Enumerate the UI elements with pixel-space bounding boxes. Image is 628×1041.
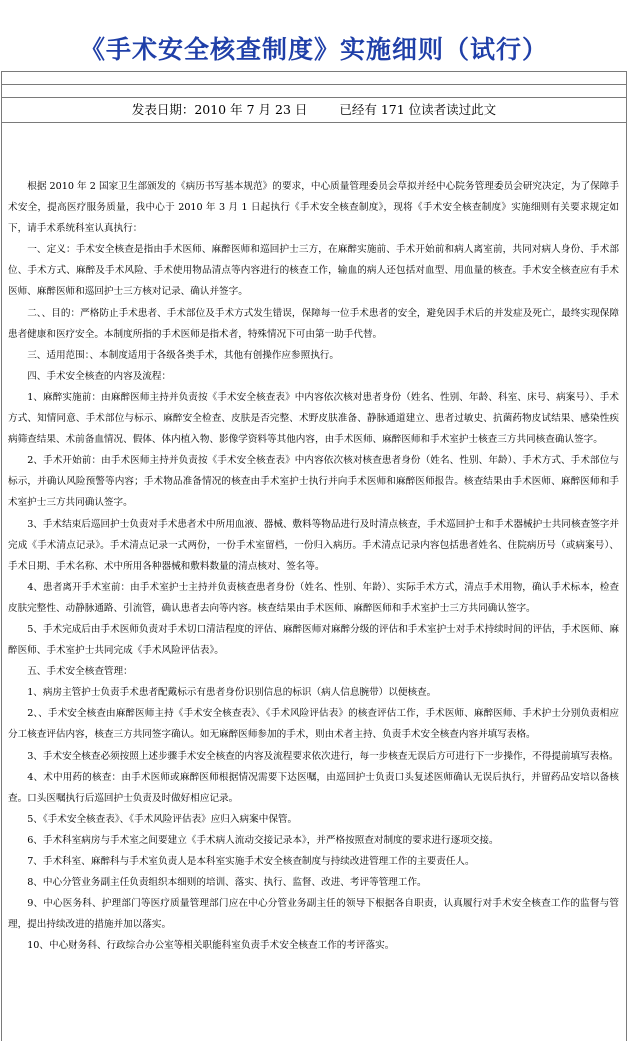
paragraph: 5、手术完成后由手术医师负责对手术切口清洁程度的评估、麻醉医师对麻醉分级的评估和手术室护士对手术持续时间的评估，手术医师、麻醉医师、手术室护士共同完成《手术风险评估表》。 bbox=[8, 623, 619, 657]
paragraph: 三、适用范围：、本制度适用于各级各类手术，其他有创操作应参照执行。 bbox=[27, 349, 339, 361]
divider-line bbox=[1, 84, 627, 85]
article-meta bbox=[0, 100, 628, 118]
document-title: 《手术安全核查制度》实施细则（试行） bbox=[79, 35, 548, 64]
table-border-left bbox=[1, 71, 2, 1041]
paragraph: 7、手术科室、麻醉科与手术室负责人是本科室实施手术安全核查制度与持续改进管理工作的主要责任人。 bbox=[27, 856, 475, 867]
paragraph: 2、手术开始前：由手术医师主持并负责按《手术安全核查表》中内容依次核对核查患者身份（姓名、性别、年龄）、手术方式、手术部位与标示，并确认风险预警等内容；手术物品准备情况的核查由手术室护士执行并向手术医师和麻醉医师报告。核查结果由手术医师、麻醉医师和手术室护士三方共同确认签字。 bbox=[8, 455, 619, 509]
paragraph: 5、《手术安全核查表》、《手术风险评估表》应归入病案中保管。 bbox=[27, 813, 298, 825]
paragraph: 4、术中用药的核查：由手术医师或麻醉医师根据情况需要下达医嘱，由巡回护士负责口头复述医师确认无误后执行，并留药品安培以备核查。口头医嘱执行后巡回护士负责及时做好相应记录。 bbox=[8, 771, 619, 804]
paragraph: 根据 2010 年 2 国家卫生部颁发的《病历书写基本规范》的要求，中心质量管理委员会草拟并经中心院务管理委员会研究决定，为了保障手术安全，提高医疗服务质量，我中心于 2010 年 3 月 1 日起执行《手术安全核查制度》，现将《手术安全核查制度》实施细则有关要求规定如下，请手术系统科室认真执行： bbox=[8, 181, 619, 235]
paragraph: 6、手术科室病房与手术室之间要建立《手术病人流动交接记录本》，并严格按照查对制度的要求进行逐项交接。 bbox=[27, 834, 499, 846]
paragraph: 4、患者离开手术室前：由手术室护士主持并负责核查患者身份（姓名、性别、年龄）、实际手术方式，清点手术用物，确认手术标本，检查皮肤完整性、动静脉通路、引流管，确认患者去向等内容。核查结果由手术医师、麻醉医师和手术室护士三方共同确认签字。 bbox=[8, 581, 619, 614]
paragraph: 1、病房主管护士负责手术患者配戴标示有患者身份识别信息的标识（病人信息腕带）以便核查。 bbox=[27, 687, 437, 699]
paragraph: 1、麻醉实施前：由麻醉医师主持并负责按《手术安全核查表》中内容依次核对患者身份（姓名、性别、年龄、科室、床号、病案号）、手术方式、知情同意、手术部位与标示、麻醉安全检查、皮肤是否完整、术野皮肤准备、静脉通道建立、患者过敏史、抗菌药物皮试结果、感染性疾病筛查结果、术前备血情况、假体、体内植入物、影像学资料等其他内容，由手术医师、麻醉医师和手术室护士核查三方共同核查确认签字。 bbox=[8, 391, 619, 446]
paragraph: 五、手术安全核查管理： bbox=[27, 666, 133, 678]
divider-line bbox=[1, 97, 627, 98]
publish-date: 发表日期：2010 年 7 月 23 日 bbox=[131, 102, 308, 117]
paragraph: 3、手术安全核查必须按照上述步骤手术安全核查的内容及流程要求依次进行，每一步核查无误后方可进行下一步操作，不得提前填写表格。 bbox=[27, 750, 619, 762]
table-border-right bbox=[626, 71, 627, 1041]
divider-line bbox=[1, 71, 627, 72]
article-body bbox=[8, 176, 619, 956]
paragraph: 一、定义：手术安全核查是指由手术医师、麻醉医师和巡回护士三方，在麻醉实施前、手术开始前和病人离室前，共同对病人身份、手术部位、手术方式、麻醉及手术风险、手术使用物品清点等内容进行的核查工作，输血的病人还包括对血型、用血量的核查。手术安全核查应有手术医师、麻醉医师和巡回护士三方核对记录、确认并签字。 bbox=[8, 244, 619, 298]
paragraph: 二、、目的：严格防止手术患者、手术部位及手术方式发生错误，保障每一位手术患者的安全，避免因手术后的并发症及死亡，最终实现保障患者健康和医疗安全。本制度所指的手术医师是指术者，特殊情况下可由第一助手代替。 bbox=[8, 307, 619, 340]
paragraph: 9、中心医务科、护理部门等医疗质量管理部门应在中心分管业务副主任的领导下根据各自职责，认真履行对手术安全核查工作的监督与管理，提出持续改进的措施并加以落实。 bbox=[8, 898, 619, 931]
paragraph: 四、手术安全核查的内容及流程： bbox=[27, 370, 172, 382]
divider-line bbox=[1, 122, 627, 123]
paragraph: 10、中心财务科、行政综合办公室等相关职能科室负责手术安全核查工作的考评落实。 bbox=[27, 940, 395, 952]
paragraph: 3、手术结束后巡回护士负责对手术患者术中所用血液、器械、敷料等物品进行及时清点核查，手术巡回护士和手术器械护士共同核查签字并完成《手术清点记录》。手术清点记录一式两份，一份手术室留档，一份归入病历。手术清点记录内容包括患者姓名、住院病历号（或病案号）、手术日期、手术名称、术中所用各种器械和敷料数量的清点核对、签名等。 bbox=[8, 518, 619, 572]
paragraph: 2、、手术安全核查由麻醉医师主持《手术安全核查表》、《手术风险评估表》的核查评估工作，手术医师、麻醉医师、手术护士分别负责相应分工核查评估内容，核查三方共同签字确认。如无麻醉医师参加的手术，则由术者主持、负责手术安全核查内容并填写表格。 bbox=[8, 708, 619, 741]
paragraph: 8、中心分管业务副主任负责组织本细则的培训、落实、执行、监督、改进、考评等管理工作。 bbox=[27, 877, 427, 889]
reader-count: 已经有 171 位读者读过此文 bbox=[339, 102, 497, 117]
